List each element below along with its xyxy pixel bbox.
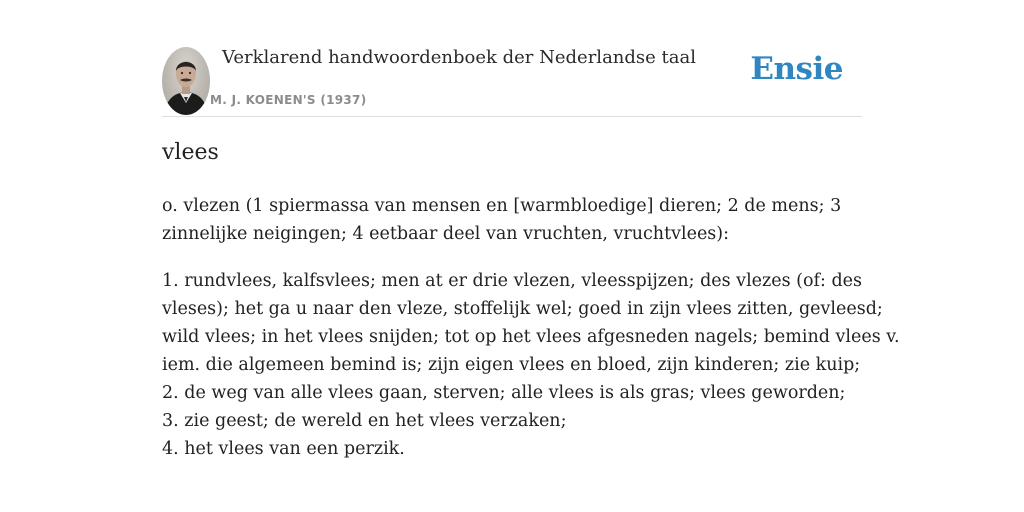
definition-line: iem. die algemeen bemind is; zijn eigen vlees en bloed, zijn kinderen; zie kuip; (162, 355, 861, 375)
definition-line: 1. rundvlees, kalfsvlees; men at er drie vlezen, vleesspijzen; des vlezes (of: des (162, 271, 862, 291)
entry-definitions (162, 267, 900, 463)
author-portrait-icon (162, 47, 210, 115)
definition-line: 4. het vlees van een perzik. (162, 439, 405, 459)
definition-line: 2. de weg van alle vlees gaan, sterven; alle vlees is als gras; vlees geworden; (162, 383, 846, 403)
dictionary-header (162, 46, 862, 117)
author-label: M. J. KOENEN'S (1937) (210, 93, 367, 107)
page-content (162, 0, 900, 512)
definition-line: vleses); het ga u naar den vleze, stoffelijk wel; goed in zijn vlees zitten, gevleesd; (162, 299, 883, 319)
entry-headword: vlees (162, 140, 219, 165)
book-title: Verklarend handwoordenboek der Nederlandse taal (222, 47, 696, 68)
intro-line: zinnelijke neigingen; 4 eetbaar deel van vruchten, vruchtvlees): (162, 224, 730, 244)
entry-intro (162, 192, 867, 248)
intro-line: o. vlezen (1 spiermassa van mensen en [warmbloedige] dieren; 2 de mens; 3 (162, 196, 842, 216)
definition-line: 3. zie geest; de wereld en het vlees verzaken; (162, 411, 567, 431)
definition-line: wild vlees; in het vlees snijden; tot op het vlees afgesneden nagels; bemind vlees v. (162, 327, 900, 347)
ensie-logo-link[interactable]: Ensie (750, 51, 843, 87)
